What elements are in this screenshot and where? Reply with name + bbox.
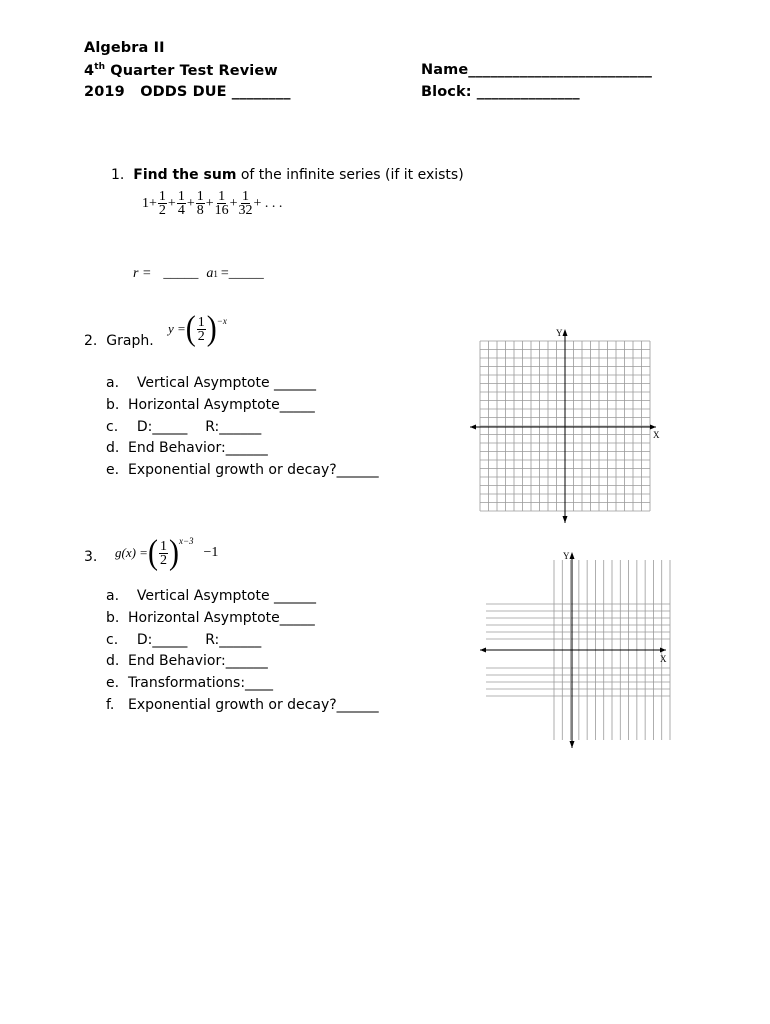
name-field[interactable]: Name_________________________ bbox=[421, 62, 653, 78]
a-sub: 1 bbox=[213, 269, 218, 279]
y-axis-arrow-down bbox=[570, 741, 575, 748]
list-item bbox=[106, 588, 379, 610]
block-field[interactable]: Block: ______________ bbox=[421, 84, 580, 100]
q2-equation: y = ( $\frac{1}{2}$ ) −x bbox=[168, 309, 227, 348]
list-item bbox=[106, 440, 379, 462]
x-axis-arrow-right bbox=[650, 425, 656, 430]
item-marker: e. bbox=[106, 675, 120, 692]
x-axis-arrow-left bbox=[480, 648, 486, 653]
q3-number: 3. bbox=[84, 549, 98, 565]
a-label: a bbox=[206, 266, 214, 281]
item-marker: b. bbox=[106, 609, 120, 626]
series-term: $\frac{1}{32}$ bbox=[238, 189, 253, 218]
q3-den: 2 bbox=[159, 552, 167, 568]
quarter-superscript: th bbox=[94, 62, 106, 72]
q1-rest: of the infinite series (if it exists) bbox=[236, 167, 464, 183]
y-axis-arrow-down bbox=[563, 516, 568, 523]
q2-fraction bbox=[197, 316, 206, 343]
item-text: Vertical Asymptote ______ bbox=[128, 588, 317, 604]
q2-list bbox=[106, 375, 379, 484]
x-axis-arrow-left bbox=[470, 425, 476, 430]
item-marker: c. bbox=[106, 631, 119, 648]
y-axis-arrow-up bbox=[563, 329, 568, 336]
r-blank[interactable]: _____ bbox=[163, 266, 199, 281]
series-tail: + . . . bbox=[253, 195, 283, 211]
review-title bbox=[84, 62, 278, 79]
course-title: Algebra II bbox=[84, 40, 165, 56]
series-term: $\frac{1}{8}$ bbox=[196, 189, 204, 218]
x-axis-arrow-right bbox=[660, 648, 666, 653]
list-item bbox=[106, 675, 379, 697]
series-term: $\frac{1}{2}$ bbox=[158, 189, 166, 218]
a-blank[interactable]: =_____ bbox=[220, 266, 264, 281]
item-text: Horizontal Asymptote_____ bbox=[128, 396, 315, 413]
q1-answer-line bbox=[133, 266, 264, 282]
item-marker: b. bbox=[106, 396, 120, 413]
item-text: Exponential growth or decay?______ bbox=[128, 696, 379, 713]
q3-equation: g(x) = ( $\frac{1}{2}$ ) x−3 −1 bbox=[115, 533, 219, 572]
list-item bbox=[106, 610, 379, 632]
q2-den: 2 bbox=[197, 328, 205, 344]
q2-label: 2. Graph. bbox=[84, 333, 154, 349]
y-axis-label: Y bbox=[556, 328, 563, 338]
x-axis-label: X bbox=[653, 430, 660, 440]
list-item bbox=[106, 632, 379, 654]
list-item bbox=[106, 462, 379, 484]
q1-number: 1. bbox=[111, 167, 125, 183]
q3-coordinate-grid[interactable] bbox=[476, 548, 676, 752]
item-marker: f. bbox=[106, 696, 115, 713]
item-text: Transformations:____ bbox=[128, 675, 274, 692]
item-marker: d. bbox=[106, 440, 120, 457]
item-text: End Behavior:______ bbox=[128, 440, 268, 457]
q3-tail: −1 bbox=[203, 545, 219, 560]
q1-prompt bbox=[111, 167, 464, 183]
q2-num: 1 bbox=[197, 314, 205, 330]
list-item bbox=[106, 397, 379, 419]
quarter-number: 4 bbox=[84, 62, 95, 79]
q1-bold: Find the sum bbox=[133, 167, 237, 183]
list-item bbox=[106, 419, 379, 441]
r-label: r = bbox=[133, 266, 152, 281]
q3-list bbox=[106, 588, 379, 719]
q3-num: 1 bbox=[159, 538, 167, 554]
series-lead: 1+ bbox=[142, 195, 157, 211]
due-line: 2019 ODDS DUE ________ bbox=[84, 84, 291, 100]
list-item bbox=[106, 653, 379, 675]
y-axis-label: Y bbox=[563, 551, 570, 561]
x-axis-label: X bbox=[660, 654, 667, 664]
item-text: Exponential growth or decay?______ bbox=[128, 462, 379, 479]
y-axis-arrow-up bbox=[570, 552, 575, 559]
item-marker: a. bbox=[106, 588, 120, 604]
item-marker: a. bbox=[106, 375, 120, 391]
q1-series: 1+ $\frac{1}{2}$ + $\frac{1}{4}$ + $\frac{1}{8}$ + $\frac{1}{16}$ + $\frac{1}{32}$ + . . . bbox=[142, 189, 283, 218]
quarter-rest: Quarter Test Review bbox=[105, 62, 278, 79]
q3-fraction bbox=[159, 540, 168, 567]
q3-lhs: g(x) = bbox=[115, 545, 148, 560]
item-text: End Behavior:______ bbox=[128, 653, 268, 670]
series-term: $\frac{1}{4}$ bbox=[177, 189, 185, 218]
item-marker: c. bbox=[106, 418, 119, 435]
q2-exponent: −x bbox=[216, 316, 227, 326]
item-marker: d. bbox=[106, 653, 120, 670]
series-term: $\frac{1}{16}$ bbox=[214, 189, 229, 218]
item-text: Vertical Asymptote ______ bbox=[128, 375, 317, 391]
q2-coordinate-grid[interactable] bbox=[466, 325, 676, 525]
list-item bbox=[106, 375, 379, 397]
q3-exponent: x−3 bbox=[178, 536, 194, 546]
list-item bbox=[106, 697, 379, 719]
q2-lhs: y = bbox=[168, 321, 186, 336]
item-text: D:_____ R:______ bbox=[128, 418, 262, 435]
item-text: D:_____ R:______ bbox=[128, 631, 262, 648]
item-marker: e. bbox=[106, 462, 120, 479]
item-text: Horizontal Asymptote_____ bbox=[128, 609, 315, 626]
